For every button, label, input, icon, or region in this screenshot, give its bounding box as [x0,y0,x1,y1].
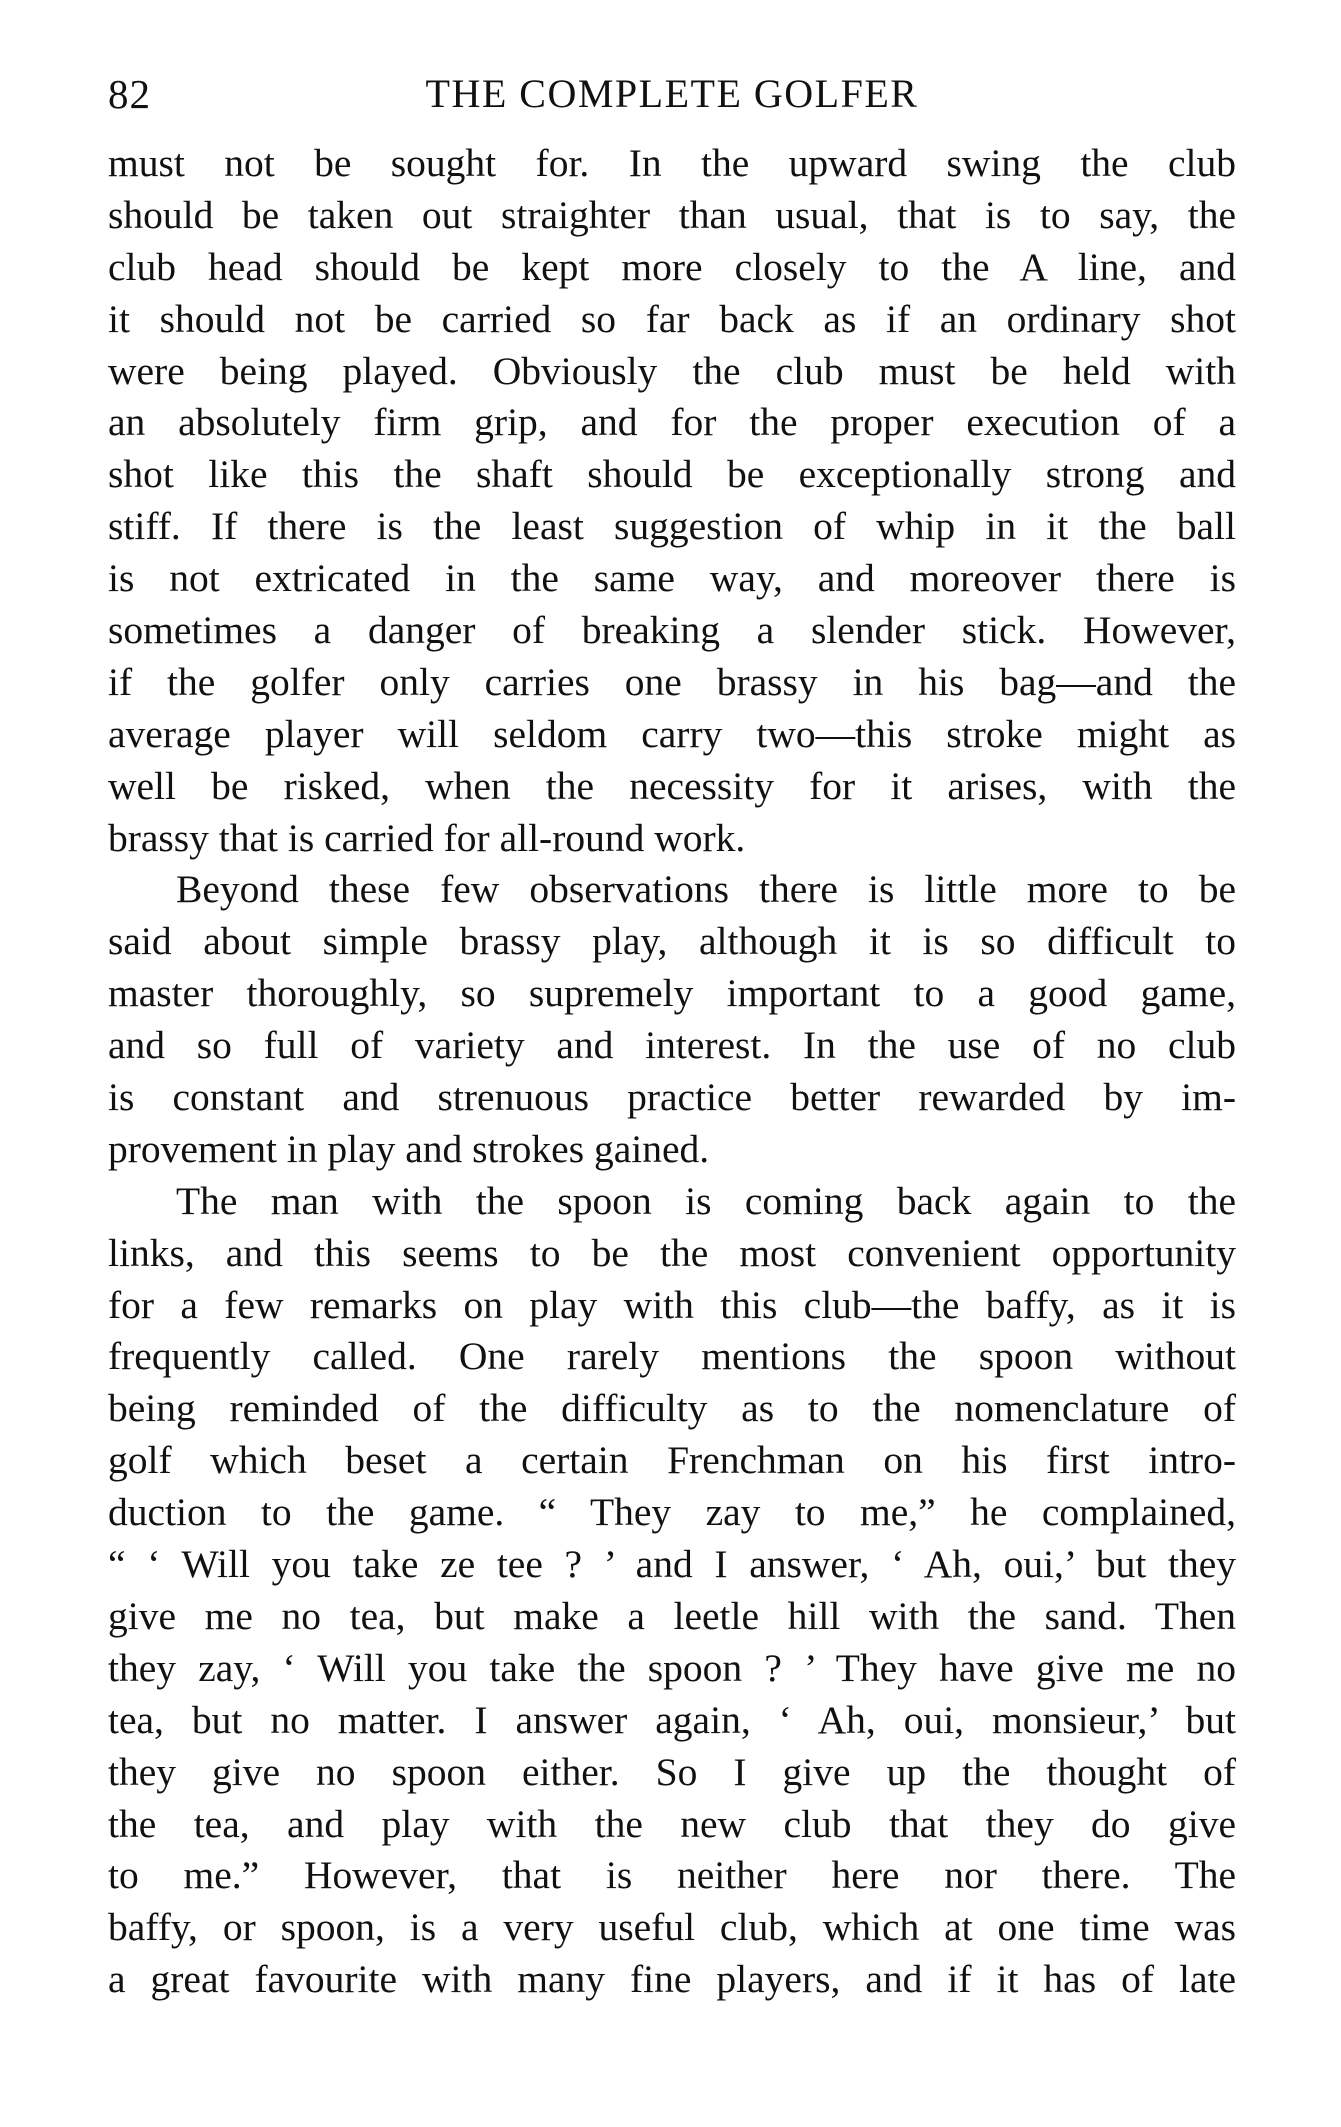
text-line: should be taken out straighter than usual, that is to say, the [108,192,1236,237]
body-text [108,138,1236,2006]
text-line: “ ‘ Will you take ze tee ? ’ and I answer, ‘ Ah, oui,’ but they [108,1542,1236,1587]
text-line: being reminded of the difficulty as to the nomenclature of [108,1386,1236,1431]
text-line: well be risked, when the necessity for it arises, with the [108,763,1236,808]
text-line: said about simple brassy play, although it is so difficult to [108,919,1236,964]
text-line: shot like this the shaft should be exceptionally strong and [108,452,1236,497]
paragraph-end-line: provement in play and strokes gained. [108,1126,710,1171]
text-line: average player will seldom carry two—this stroke might as [108,711,1236,756]
text-line: to me.” However, that is neither here nor there. The [108,1853,1236,1898]
text-line: stiff. If there is the least suggestion of whip in it the ball [108,504,1236,549]
text-line: they zay, ‘ Will you take the spoon ? ’ They have give me no [108,1645,1236,1690]
text-line: tea, but no matter. I answer again, ‘ Ah, oui, monsieur,’ but [108,1697,1236,1742]
text-line: duction to the game. “ They zay to me,” he complained, [108,1490,1236,1535]
text-line: frequently called. One rarely mentions the spoon without [108,1334,1236,1379]
paragraph-end-line: brassy that is carried for all-round work. [108,815,746,860]
text-line: and so full of variety and interest. In the use of no club [108,1023,1236,1068]
text-line: give me no tea, but make a leetle hill with the sand. Then [108,1593,1236,1638]
text-line: they give no spoon either. So I give up the thought of [108,1749,1236,1794]
text-line: must not be sought for. In the upward swing the club [108,141,1236,185]
book-title: THE COMPLETE GOLFER [425,71,919,116]
paragraph-start-line: Beyond these few observations there is little more to be [176,867,1236,912]
paragraph-start-line: The man with the spoon is coming back again to the [176,1178,1236,1223]
page-number: 82 [108,71,151,117]
text-line: for a few remarks on play with this club—the baffy, as it is [108,1282,1236,1327]
text-line: golf which beset a certain Frenchman on his first intro- [108,1438,1236,1483]
text-line: if the golfer only carries one brassy in his bag—and the [108,659,1236,704]
text-line: club head should be kept more closely to the A line, and [108,244,1236,289]
text-line: baffy, or spoon, is a very useful club, which at one time was [108,1905,1236,1950]
text-line: it should not be carried so far back as if an ordinary shot [108,296,1236,341]
text-line: were being played. Obviously the club must be held with [108,348,1236,393]
text-line: is constant and strenuous practice better rewarded by im- [108,1075,1236,1120]
text-line: sometimes a danger of breaking a slender stick. However, [108,608,1236,653]
text-line: a great favourite with many fine players, and if it has of late [108,1957,1236,2002]
text-line: master thoroughly, so supremely important to a good game, [108,971,1236,1016]
running-head [108,64,1236,124]
text-line: is not extricated in the same way, and moreover there is [108,556,1236,601]
text-line: the tea, and play with the new club that they do give [108,1801,1236,1846]
text-line: links, and this seems to be the most convenient opportunity [108,1230,1236,1275]
text-line: an absolutely firm grip, and for the proper execution of a [108,400,1236,445]
